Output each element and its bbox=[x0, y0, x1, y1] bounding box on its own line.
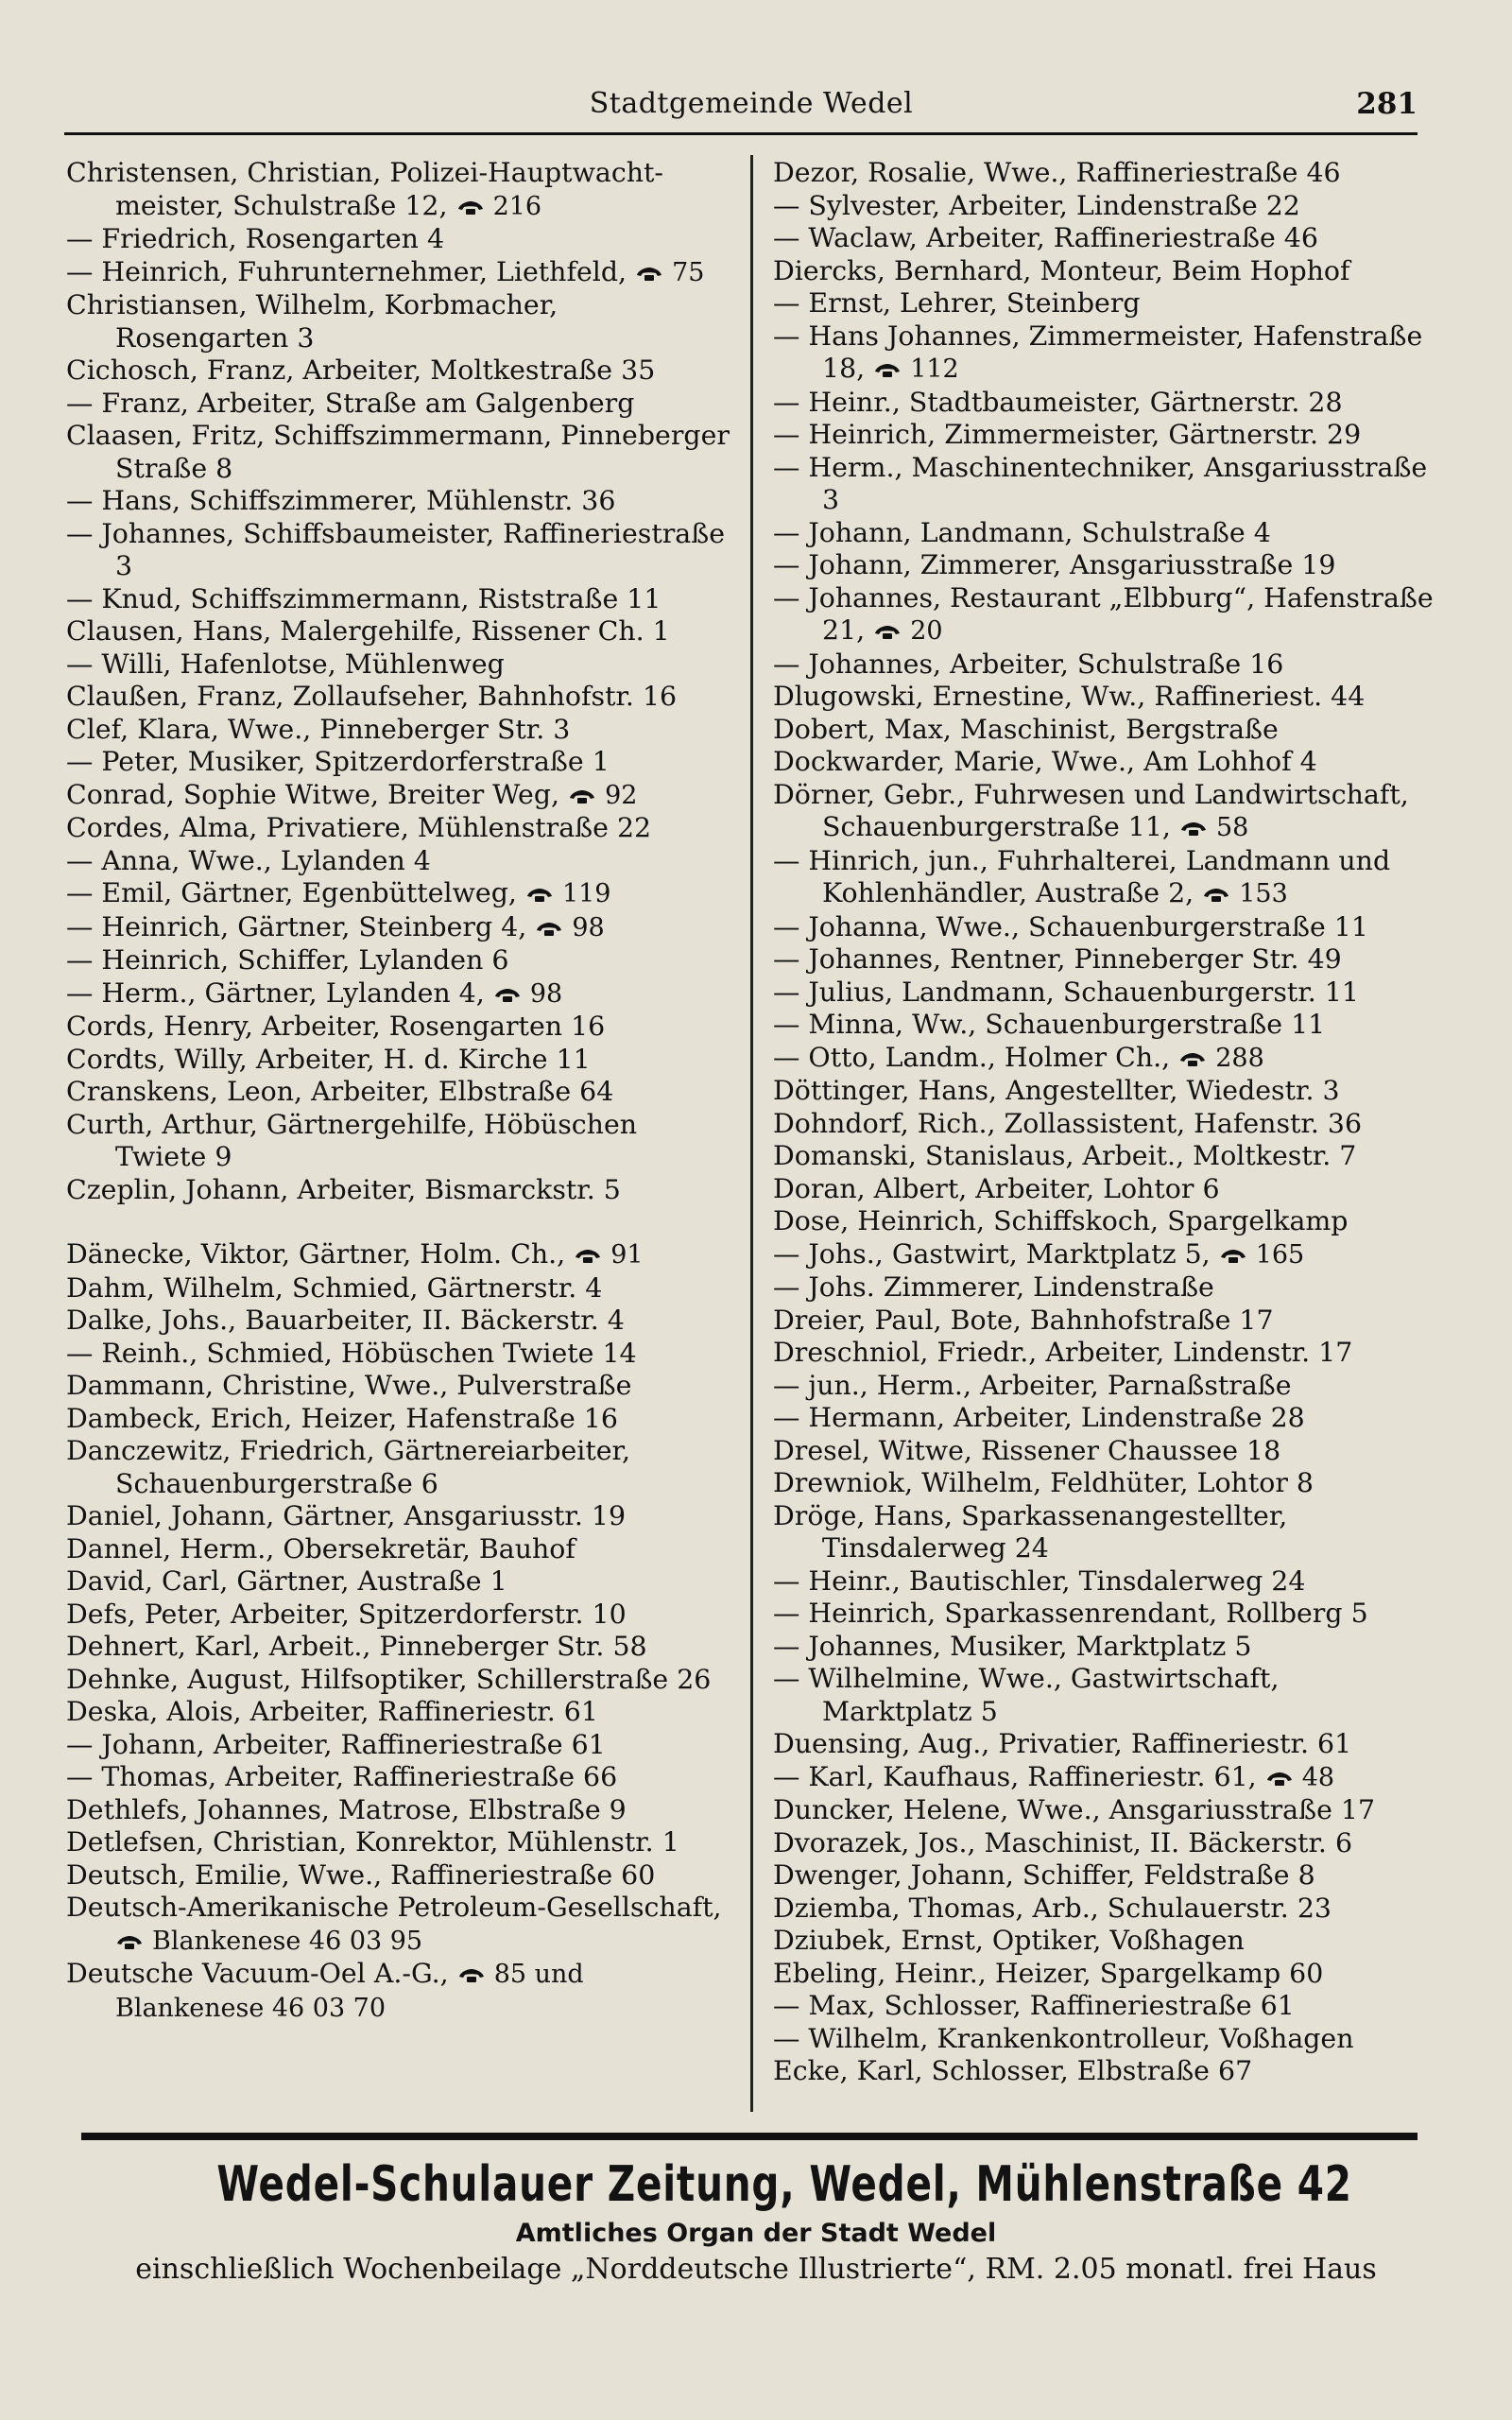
directory-entry bbox=[773, 1761, 1436, 1795]
directory-entry bbox=[773, 419, 1436, 452]
entry-text: Domanski, Stanislaus, Arbeit., Moltkestr. 7 bbox=[773, 1140, 1357, 1171]
entry-text: — Ernst, Lehrer, Steinberg bbox=[773, 287, 1141, 319]
directory-entry bbox=[66, 681, 730, 714]
directory-entry bbox=[773, 2023, 1436, 2056]
directory-entry bbox=[66, 1729, 730, 1762]
header-rule bbox=[64, 132, 1418, 135]
directory-entry bbox=[773, 1370, 1436, 1403]
directory-entry bbox=[773, 157, 1436, 190]
directory-entry bbox=[66, 420, 730, 485]
directory-entry bbox=[773, 1337, 1436, 1370]
entry-text: — Hans Johannes, Zimmermeister, Hafenstraße 18, bbox=[773, 320, 1423, 384]
entry-text: Deutsche Vacuum-Oel A.-G., bbox=[66, 1958, 449, 1989]
directory-entry bbox=[66, 1403, 730, 1436]
directory-entry bbox=[773, 320, 1436, 387]
entry-text: Dreschniol, Friedr., Arbeiter, Lindenstr. 17 bbox=[773, 1337, 1353, 1368]
telephone-icon bbox=[457, 1958, 486, 1989]
directory-entry bbox=[66, 1859, 730, 1893]
entry-phone: 85 und Blankenese 46 03 70 bbox=[115, 1960, 584, 2023]
entry-text: Dockwarder, Marie, Wwe., Am Lohhof 4 bbox=[773, 746, 1317, 777]
directory-entry bbox=[66, 583, 730, 616]
entry-text: — Heinr., Bautischler, Tinsdalerweg 24 bbox=[773, 1564, 1306, 1597]
entry-text: Dehnke, August, Hilfsoptiker, Schillerstraße 26 bbox=[66, 1663, 712, 1695]
entry-text: Detlefsen, Christian, Konrektor, Mühlenstr. 1 bbox=[66, 1826, 679, 1858]
directory-entry bbox=[773, 1663, 1436, 1728]
entry-text: — Johann, Zimmerer, Ansgariusstraße 19 bbox=[773, 549, 1336, 580]
telephone-icon bbox=[568, 779, 596, 810]
entry-text: Deutsch-Amerikanische Petroleum-Gesellschaft, bbox=[66, 1892, 722, 1923]
entry-text: Christiansen, Wilhelm, Korbmacher, Rosengarten 3 bbox=[66, 289, 558, 354]
entry-text: — jun., Herm., Arbeiter, Parnaßstraße bbox=[773, 1369, 1292, 1401]
telephone-icon bbox=[1219, 1238, 1247, 1270]
entry-text: — Heinrich, Sparkassenrendant, Rollberg 5 bbox=[773, 1598, 1368, 1629]
directory-entry bbox=[773, 1271, 1436, 1305]
entry-text: — Johs. Zimmerer, Lindenstraße bbox=[773, 1271, 1214, 1303]
advertisement-rule bbox=[81, 2133, 1418, 2140]
entry-phone: 119 bbox=[561, 879, 611, 908]
entry-text: Cranskens, Leon, Arbeiter, Elbstraße 64 bbox=[66, 1076, 614, 1107]
telephone-icon bbox=[635, 256, 663, 287]
directory-entry bbox=[66, 648, 730, 682]
directory-entry bbox=[773, 1827, 1436, 1860]
entry-text: — Thomas, Arbeiter, Raffineriestraße 66 bbox=[66, 1761, 618, 1792]
entry-text: — Johannes, Schiffsbaumeister, Raffineriestraße 3 bbox=[66, 517, 725, 581]
entry-text: — Johannes, Arbeiter, Schulstraße 16 bbox=[773, 648, 1284, 680]
entry-text: Ecke, Karl, Schlosser, Elbstraße 67 bbox=[773, 2055, 1253, 2086]
directory-entry bbox=[66, 1565, 730, 1599]
directory-entry bbox=[773, 1500, 1436, 1565]
entry-text: Dobert, Max, Maschinist, Bergstraße bbox=[773, 713, 1279, 745]
entry-text: — Wilhelmine, Wwe., Gastwirtschaft, Marktplatz 5 bbox=[773, 1663, 1280, 1727]
entry-text: — Sylvester, Arbeiter, Lindenstraße 22 bbox=[773, 189, 1300, 221]
entry-text: Dresel, Witwe, Rissener Chaussee 18 bbox=[773, 1434, 1281, 1466]
entry-phone: 288 bbox=[1215, 1043, 1264, 1073]
entry-phone: 75 bbox=[672, 257, 705, 287]
entry-text: Dänecke, Viktor, Gärtner, Holm. Ch., bbox=[66, 1238, 566, 1270]
entry-text: — Karl, Kaufhaus, Raffineriestr. 61, bbox=[773, 1760, 1257, 1792]
entry-phone: 48 bbox=[1301, 1762, 1335, 1792]
directory-entry bbox=[773, 190, 1436, 223]
directory-entry bbox=[66, 354, 730, 388]
entry-text: — Johann, Arbeiter, Raffineriestraße 61 bbox=[66, 1728, 606, 1760]
directory-entry bbox=[773, 746, 1436, 779]
entry-text: Dezor, Rosalie, Wwe., Raffineriestraße 46 bbox=[773, 157, 1341, 188]
directory-entry bbox=[773, 1859, 1436, 1893]
directory-entry bbox=[773, 1305, 1436, 1338]
telephone-icon bbox=[525, 877, 554, 908]
directory-entry bbox=[66, 157, 730, 223]
entry-phone: 216 bbox=[492, 191, 542, 221]
entry-text: — Johanna, Wwe., Schauenburgerstraße 11 bbox=[773, 910, 1368, 942]
telephone-icon bbox=[1202, 877, 1230, 908]
entry-text: — Franz, Arbeiter, Straße am Galgenberg bbox=[66, 387, 635, 419]
telephone-icon bbox=[1179, 811, 1208, 842]
advertisement-name: Wedel-Schulauer Zeitung, Wedel, Mühlenstraße 42 bbox=[216, 2156, 1352, 2213]
entry-text: — Johs., Gastwirt, Marktplatz 5, bbox=[773, 1237, 1211, 1270]
entry-phone: 153 bbox=[1239, 879, 1288, 908]
directory-entry bbox=[66, 746, 730, 779]
entry-phone: 91 bbox=[610, 1240, 644, 1270]
entry-text: Claußen, Franz, Zollaufseher, Bahnhofstr. 16 bbox=[66, 681, 678, 712]
directory-entry bbox=[66, 1435, 730, 1500]
entry-text: Duensing, Aug., Privatier, Raffineriestr. 61 bbox=[773, 1728, 1352, 1759]
directory-entry bbox=[773, 255, 1436, 288]
entry-text: — Heinr., Stadtbaumeister, Gärtnerstr. 28 bbox=[773, 386, 1343, 418]
entry-phone: Blankenese 46 03 95 bbox=[152, 1926, 423, 1956]
entry-text: — Hermann, Arbeiter, Lindenstraße 28 bbox=[773, 1402, 1305, 1433]
telephone-icon bbox=[115, 1925, 144, 1956]
entry-text: — Knud, Schiffszimmermann, Riststraße 11 bbox=[66, 582, 662, 614]
directory-entry bbox=[773, 1598, 1436, 1631]
entry-text: Dörner, Gebr., Fuhrwesen und Landwirtschaft, Schauenburgerstraße 11, bbox=[773, 778, 1409, 842]
directory-entry bbox=[773, 1467, 1436, 1500]
directory-entry bbox=[66, 1338, 730, 1371]
directory-entry bbox=[66, 1761, 730, 1794]
entry-text: — Heinrich, Gärtner, Steinberg 4, bbox=[66, 910, 527, 942]
directory-entry bbox=[773, 648, 1436, 682]
entry-text: Dreier, Paul, Bote, Bahnhofstraße 17 bbox=[773, 1304, 1274, 1336]
entry-text: — Herm., Gärtner, Lylanden 4, bbox=[66, 977, 485, 1009]
entry-text: Ebeling, Heinr., Heizer, Spargelkamp 60 bbox=[773, 1957, 1324, 1989]
entry-text: Duncker, Helene, Wwe., Ansgariusstraße 17 bbox=[773, 1794, 1376, 1825]
directory-entry bbox=[66, 779, 730, 813]
entry-text: Christensen, Christian, Polizei-Hauptwacht-meister, Schulstraße 12, bbox=[66, 157, 664, 221]
directory-entry bbox=[66, 388, 730, 421]
directory-entry bbox=[66, 1044, 730, 1077]
directory-entry bbox=[66, 877, 730, 911]
entry-text: — Heinrich, Schiffer, Lylanden 6 bbox=[66, 944, 509, 976]
entry-text: — Max, Schlosser, Raffineriestraße 61 bbox=[773, 1990, 1295, 2021]
directory-entry bbox=[66, 1305, 730, 1338]
directory-entry bbox=[66, 812, 730, 845]
directory-entry bbox=[773, 1075, 1436, 1108]
entry-text: Diercks, Bernhard, Monteur, Beim Hophof bbox=[773, 254, 1350, 286]
entry-text: — Anna, Wwe., Lylanden 4 bbox=[66, 844, 431, 876]
directory-entry bbox=[66, 485, 730, 518]
telephone-icon bbox=[493, 977, 522, 1009]
entry-text: Doran, Albert, Arbeiter, Lohtor 6 bbox=[773, 1172, 1220, 1204]
entry-text: — Heinrich, Zimmermeister, Gärtnerstr. 29 bbox=[773, 419, 1362, 450]
directory-entry bbox=[66, 1272, 730, 1305]
directory-entry bbox=[66, 289, 730, 354]
directory-entry bbox=[773, 779, 1436, 845]
directory-entry bbox=[66, 615, 730, 648]
directory-entry bbox=[773, 1893, 1436, 1926]
directory-entry bbox=[66, 1370, 730, 1403]
column-divider bbox=[750, 155, 753, 2112]
directory-entry bbox=[66, 223, 730, 256]
directory-entry bbox=[773, 977, 1436, 1010]
directory-entry bbox=[773, 1728, 1436, 1761]
entry-text: — Minna, Ww., Schauenburgerstraße 11 bbox=[773, 1009, 1326, 1040]
directory-entry bbox=[773, 1108, 1436, 1141]
left-column bbox=[66, 157, 730, 2025]
entry-text: Dose, Heinrich, Schiffskoch, Spargelkamp bbox=[773, 1205, 1349, 1236]
entry-text: — Herm., Maschinentechniker, Ansgariusstraße 3 bbox=[773, 451, 1428, 515]
directory-entry bbox=[66, 256, 730, 290]
directory-entry bbox=[66, 1826, 730, 1859]
directory-entry bbox=[66, 1599, 730, 1632]
directory-entry bbox=[773, 1205, 1436, 1238]
directory-entry bbox=[66, 1174, 730, 1207]
entry-text: Dohndorf, Rich., Zollassistent, Hafenstr. 36 bbox=[773, 1107, 1363, 1139]
entry-text: — Johannes, Restaurant „Elbburg“, Hafenstraße 21, bbox=[773, 581, 1434, 646]
entry-text: — Johannes, Musiker, Marktplatz 5 bbox=[773, 1630, 1252, 1662]
directory-entry bbox=[773, 1794, 1436, 1827]
entry-text: Dambeck, Erich, Heizer, Hafenstraße 16 bbox=[66, 1402, 618, 1434]
entry-text: Danczewitz, Friedrich, Gärtnereiarbeiter, Schauenburgerstraße 6 bbox=[66, 1435, 631, 1499]
entry-text: Drewniok, Wilhelm, Feldhüter, Lohtor 8 bbox=[773, 1467, 1314, 1498]
entry-text: Clef, Klara, Wwe., Pinneberger Str. 3 bbox=[66, 713, 571, 745]
entry-text: Cordts, Willy, Arbeiter, H. d. Kirche 11 bbox=[66, 1043, 591, 1075]
directory-entry bbox=[66, 1664, 730, 1697]
right-column bbox=[773, 157, 1436, 2088]
directory-entry bbox=[773, 1173, 1436, 1206]
entry-text: — Wilhelm, Krankenkontrolleur, Voßhagen bbox=[773, 2022, 1354, 2054]
directory-entry bbox=[773, 549, 1436, 582]
telephone-icon bbox=[1178, 1042, 1207, 1073]
directory-entry bbox=[66, 1794, 730, 1827]
entry-phone: 20 bbox=[910, 616, 943, 646]
telephone-icon bbox=[456, 190, 485, 221]
directory-entry bbox=[773, 1140, 1436, 1173]
directory-entry bbox=[773, 1042, 1436, 1076]
directory-entry bbox=[66, 1533, 730, 1566]
directory-entry bbox=[773, 1958, 1436, 1991]
entry-text: — Willi, Hafenlotse, Mühlenweg bbox=[66, 648, 505, 680]
directory-entry bbox=[773, 517, 1436, 550]
entry-text: — Johann, Landmann, Schulstraße 4 bbox=[773, 516, 1271, 548]
entry-text: Cichosch, Franz, Arbeiter, Moltkestraße 35 bbox=[66, 354, 656, 386]
directory-entry bbox=[66, 1892, 730, 1958]
entry-text: Dröge, Hans, Sparkassenangestellter, Tinsdalerweg 24 bbox=[773, 1499, 1288, 1564]
directory-entry bbox=[66, 1958, 730, 2025]
entry-text: Claasen, Fritz, Schiffszimmermann, Pinneberger Straße 8 bbox=[66, 420, 730, 484]
directory-entry bbox=[773, 582, 1436, 648]
entry-text: Dalke, Johs., Bauarbeiter, II. Bäckerstr. 4 bbox=[66, 1305, 625, 1336]
directory-entry bbox=[773, 681, 1436, 714]
directory-entry bbox=[773, 222, 1436, 255]
directory-entry bbox=[773, 1990, 1436, 2023]
entry-text: Döttinger, Hans, Angestellter, Wiedestr. 3 bbox=[773, 1075, 1340, 1106]
entry-text: David, Carl, Gärtner, Austraße 1 bbox=[66, 1565, 507, 1597]
telephone-icon bbox=[574, 1238, 602, 1270]
directory-entry bbox=[773, 1435, 1436, 1468]
directory-entry bbox=[773, 1238, 1436, 1272]
entry-text: Dahm, Wilhelm, Schmied, Gärtnerstr. 4 bbox=[66, 1271, 603, 1304]
entry-text: Deska, Alois, Arbeiter, Raffineriestr. 61 bbox=[66, 1696, 598, 1727]
entry-phone: 92 bbox=[605, 780, 638, 810]
entry-text: — Johannes, Rentner, Pinneberger Str. 49 bbox=[773, 943, 1342, 975]
directory-entry bbox=[773, 387, 1436, 420]
advertisement-line: einschließlich Wochenbeilage „Norddeutsche Illustrierte“, RM. 2.05 monatl. frei Haus bbox=[135, 2253, 1377, 2286]
directory-entry bbox=[66, 1696, 730, 1729]
entry-text: Conrad, Sophie Witwe, Breiter Weg, bbox=[66, 778, 560, 810]
directory-entry bbox=[66, 1238, 730, 1272]
entry-text: Dziubek, Ernst, Optiker, Voßhagen bbox=[773, 1925, 1245, 1956]
entry-text: Dammann, Christine, Wwe., Pulverstraße bbox=[66, 1370, 632, 1401]
directory-entry bbox=[66, 1076, 730, 1109]
page-header bbox=[85, 87, 1418, 130]
page-title: Stadtgemeinde Wedel bbox=[589, 87, 914, 120]
entry-text: Curth, Arthur, Gärtnergehilfe, Höbüschen Twiete 9 bbox=[66, 1108, 638, 1172]
directory-entry bbox=[66, 1011, 730, 1044]
entry-text: Dlugowski, Ernestine, Ww., Raffineriest. 44 bbox=[773, 681, 1366, 712]
telephone-icon bbox=[873, 614, 902, 646]
entry-text: Deutsch, Emilie, Wwe., Raffineriestraße 60 bbox=[66, 1858, 656, 1891]
directory-entry bbox=[773, 452, 1436, 517]
directory-entry bbox=[773, 1925, 1436, 1958]
advertisement-subtitle: Amtliches Organ der Stadt Wedel bbox=[515, 2219, 997, 2248]
entry-text: Dvorazek, Jos., Maschinist, II. Bäckerstr. 6 bbox=[773, 1826, 1353, 1858]
directory-entry bbox=[66, 911, 730, 945]
directory-entry bbox=[66, 1109, 730, 1174]
directory-entry bbox=[773, 2055, 1436, 2088]
directory-entry bbox=[66, 944, 730, 977]
entry-text: Dwenger, Johann, Schiffer, Feldstraße 8 bbox=[773, 1859, 1315, 1891]
directory-entry bbox=[773, 911, 1436, 944]
entry-phone: 165 bbox=[1255, 1239, 1305, 1270]
entry-text: Daniel, Johann, Gärtner, Ansgariusstr. 19 bbox=[66, 1500, 627, 1531]
directory-entry bbox=[66, 1500, 730, 1533]
entry-text: Dehnert, Karl, Arbeit., Pinneberger Str. 58 bbox=[66, 1631, 647, 1662]
advertisement bbox=[57, 2152, 1455, 2290]
entry-phone: 98 bbox=[529, 978, 563, 1009]
entry-text: — Hans, Schiffszimmerer, Mühlenstr. 36 bbox=[66, 485, 616, 516]
directory-entry bbox=[773, 1631, 1436, 1664]
telephone-icon bbox=[535, 911, 563, 942]
entry-text: — Otto, Landm., Holmer Ch., bbox=[773, 1041, 1171, 1073]
directory-entry bbox=[773, 1565, 1436, 1599]
entry-text: — Friedrich, Rosengarten 4 bbox=[66, 223, 445, 254]
directory-entry bbox=[773, 287, 1436, 320]
directory-entry bbox=[66, 845, 730, 878]
entry-text: — Heinrich, Fuhrunternehmer, Liethfeld, bbox=[66, 255, 627, 287]
directory-entry bbox=[773, 714, 1436, 747]
entry-text: Cords, Henry, Arbeiter, Rosengarten 16 bbox=[66, 1011, 606, 1042]
directory-entry bbox=[773, 943, 1436, 977]
telephone-icon bbox=[1265, 1761, 1294, 1792]
directory-entry bbox=[773, 1402, 1436, 1435]
entry-phone: 112 bbox=[910, 354, 959, 384]
entry-text: Dethlefs, Johannes, Matrose, Elbstraße 9 bbox=[66, 1793, 627, 1825]
entry-text: — Waclaw, Arbeiter, Raffineriestraße 46 bbox=[773, 222, 1318, 253]
directory-entry bbox=[773, 845, 1436, 911]
entry-phone: 58 bbox=[1216, 813, 1249, 842]
entry-text: Dziemba, Thomas, Arb., Schulauerstr. 23 bbox=[773, 1892, 1332, 1924]
entry-text: — Reinh., Schmied, Höbüschen Twiete 14 bbox=[66, 1337, 637, 1369]
entry-phone: 98 bbox=[572, 912, 605, 942]
entry-text: Czeplin, Johann, Arbeiter, Bismarckstr. 5 bbox=[66, 1173, 621, 1205]
entry-text: — Julius, Landmann, Schauenburgerstr. 11 bbox=[773, 976, 1359, 1008]
entry-text: Defs, Peter, Arbeiter, Spitzerdorferstr. 10 bbox=[66, 1598, 627, 1630]
directory-entry bbox=[773, 1009, 1436, 1042]
entry-text: Cordes, Alma, Privatiere, Mühlenstraße 22 bbox=[66, 812, 652, 843]
entry-text: Clausen, Hans, Malergehilfe, Rissener Ch. 1 bbox=[66, 615, 670, 647]
directory-entry bbox=[66, 714, 730, 747]
entry-text: Dannel, Herm., Obersekretär, Bauhof bbox=[66, 1532, 576, 1564]
telephone-icon bbox=[873, 353, 902, 384]
page-number: 281 bbox=[1356, 87, 1418, 121]
entry-text: — Peter, Musiker, Spitzerdorferstraße 1 bbox=[66, 746, 610, 777]
directory-entry bbox=[66, 518, 730, 583]
entry-text: — Hinrich, jun., Fuhrhalterei, Landmann und Kohlenhändler, Austraße 2, bbox=[773, 844, 1391, 908]
entry-text: — Emil, Gärtner, Egenbüttelweg, bbox=[66, 877, 517, 908]
directory-entry bbox=[66, 1631, 730, 1664]
directory-entry bbox=[66, 977, 730, 1011]
